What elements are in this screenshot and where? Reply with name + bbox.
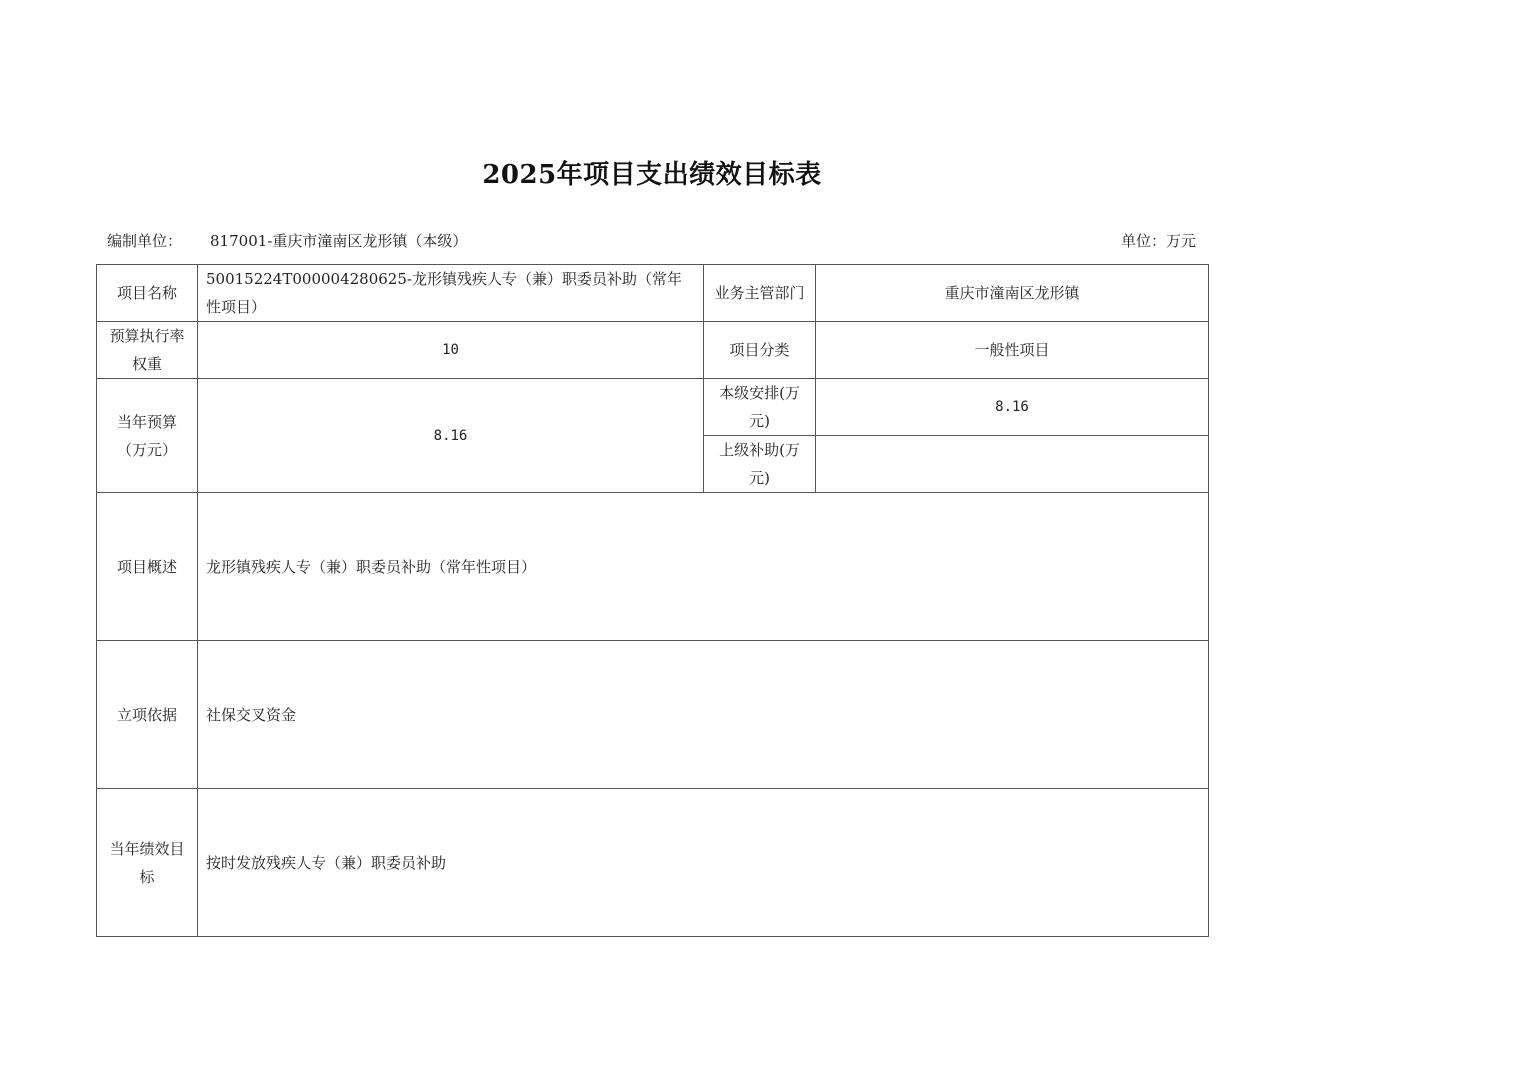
local-value: 8.16 — [816, 379, 1209, 436]
weight-label: 预算执行率权重 — [97, 322, 198, 379]
overview-value: 龙形镇残疾人专（兼）职委员补助（常年性项目） — [198, 493, 1209, 641]
budget-value: 8.16 — [198, 379, 704, 493]
row-weight — [97, 322, 1209, 379]
local-label: 本级安排(万元) — [704, 379, 816, 436]
weight-value: 10 — [198, 322, 704, 379]
goal-value: 按时发放残疾人专（兼）职委员补助 — [198, 789, 1209, 937]
category-label: 项目分类 — [704, 322, 816, 379]
dept-label: 业务主管部门 — [704, 265, 816, 322]
page-title: 2025年项目支出绩效目标表 — [482, 160, 822, 190]
compiling-unit — [107, 230, 467, 251]
row-project-name — [97, 265, 1209, 322]
compiling-unit-label: 编制单位： — [107, 232, 183, 250]
project-name-value: 50015224T000004280625-龙形镇残疾人专（兼）职委员补助（常年性项目） — [198, 265, 704, 322]
basis-value: 社保交叉资金 — [198, 641, 1209, 789]
row-overview — [97, 493, 1209, 641]
project-name-label: 项目名称 — [97, 265, 198, 322]
overview-label: 项目概述 — [97, 493, 198, 641]
row-budget-local — [97, 379, 1209, 436]
category-value: 一般性项目 — [816, 322, 1209, 379]
budget-label: 当年预算（万元） — [97, 379, 198, 493]
row-basis — [97, 641, 1209, 789]
row-goal — [97, 789, 1209, 937]
basis-label: 立项依据 — [97, 641, 198, 789]
upper-value — [816, 436, 1209, 493]
dept-value: 重庆市潼南区龙形镇 — [816, 265, 1209, 322]
goal-label: 当年绩效目标 — [97, 789, 198, 937]
compiling-unit-value: 817001-重庆市潼南区龙形镇（本级） — [210, 232, 468, 250]
performance-target-table — [96, 264, 1209, 937]
upper-label: 上级补助(万元) — [704, 436, 816, 493]
money-unit: 单位：万元 — [1120, 232, 1196, 250]
